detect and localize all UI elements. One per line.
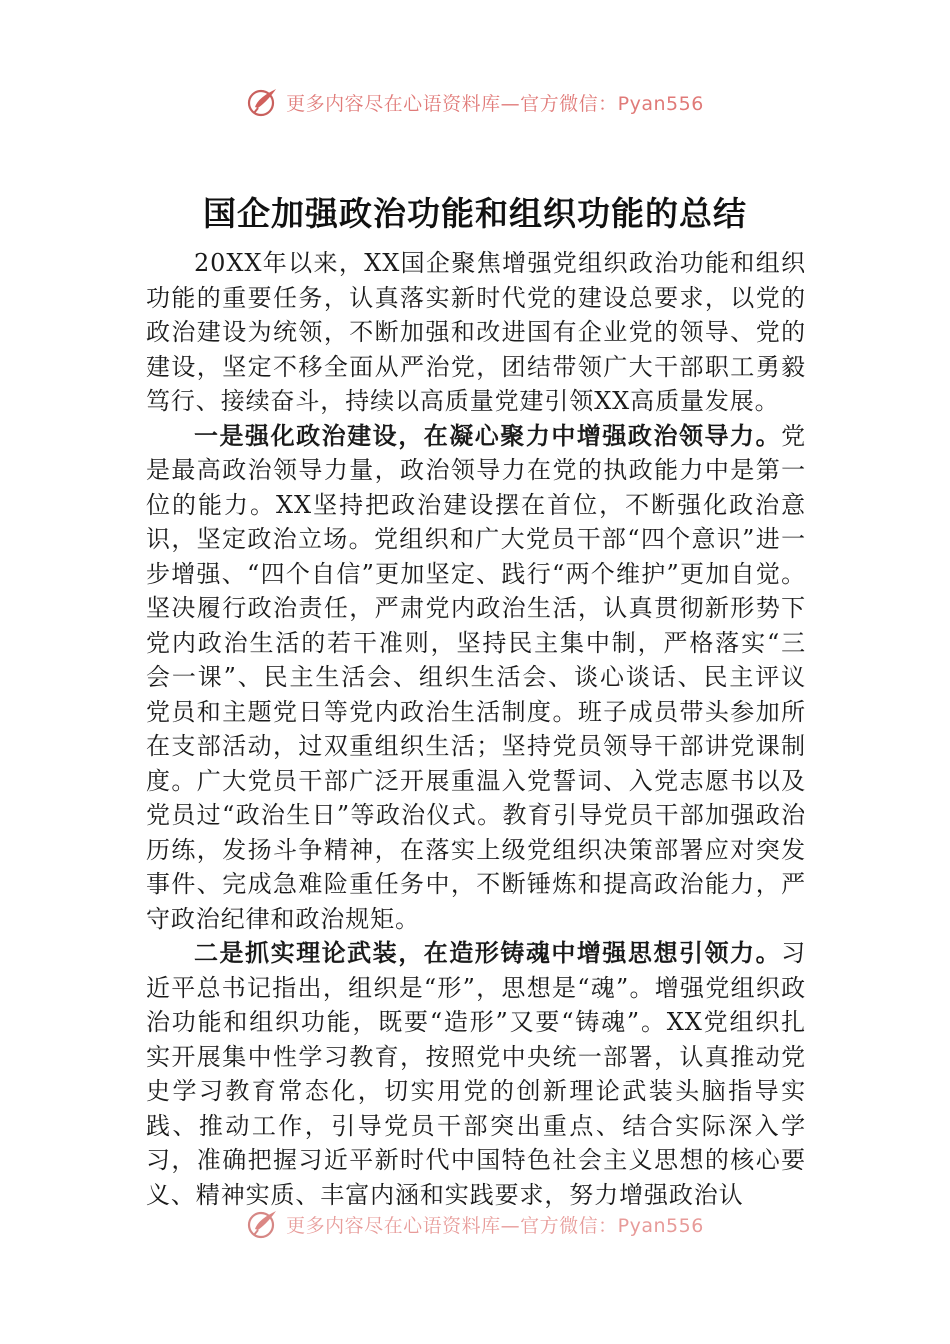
watermark-header <box>0 82 950 122</box>
quill-pen-logo-icon <box>246 85 280 119</box>
document-body <box>146 246 806 1214</box>
watermark-text: 更多内容尽在心语资料库—官方微信：Pyan556 <box>286 1214 704 1237</box>
paragraph-text: 习近平总书记指出，组织是“形”，思想是“魂”。增强党组织政治功能和组织功能，既要“造形”又要“铸魂”。XX党组织扎实开展集中性学习教育，按照党中央统一部署，认真推动党史学习教育常态化，切实用党的创新理论武装头脑指导实践、推动工作，引导党员干部突出重点、结合实际深入学习，准确把握习近平新时代中国特色社会主义思想的核心要义、精神实质、丰富内涵和实践要求，努力增强政治认 <box>146 939 806 1209</box>
paragraph-text: 20XX年以来，XX国企聚焦增强党组织政治功能和组织功能的重要任务，认真落实新时代党的建设总要求，以党的政治建设为统领，不断加强和改进国有企业党的领导、党的建设，坚定不移全面从严治党，团结带领广大干部职工勇毅笃行、接续奋斗，持续以高质量党建引领XX高质量发展。 <box>146 249 806 415</box>
paragraph-text: 党是最高政治领导力量，政治领导力在党的执政能力中是第一位的能力。XX坚持把政治建设摆在首位，不断强化政治意识，坚定政治立场。党组织和广大党员干部“四个意识”进一步增强、“四个自信”更加坚定、践行“两个维护”更加自觉。坚决履行政治责任，严肃党内政治生活，认真贯彻新形势下党内政治生活的若干准则，坚持民主集中制，严格落实“三会一课”、民主生活会、组织生活会、谈心谈话、民主评议党员和主题党日等党内政治生活制度。班子成员带头参加所在支部活动，过双重组织生活；坚持党员领导干部讲党课制度。广大党员干部广泛开展重温入党誓词、入党志愿书以及党员过“政治生日”等政治仪式。教育引导党员干部加强政治历练，发扬斗争精神，在落实上级党组织决策部署应对突发事件、完成急难险重任务中，不断锤炼和提高政治能力，严守政治纪律和政治规矩。 <box>146 421 806 933</box>
quill-pen-logo-icon <box>246 1207 280 1241</box>
paragraph-political-building <box>146 419 806 937</box>
page-title: 国企加强政治功能和组织功能的总结 <box>203 194 747 233</box>
paragraph-theory-armament <box>146 936 806 1212</box>
paragraph-lead-heading: 二是抓实理论武装，在造形铸魂中增强思想引领力。 <box>194 939 782 967</box>
paragraph-lead-heading: 一是强化政治建设，在凝心聚力中增强政治领导力。 <box>194 421 782 450</box>
watermark-text: 更多内容尽在心语资料库—官方微信：Pyan556 <box>286 92 704 115</box>
watermark-footer <box>0 1204 950 1244</box>
paragraph-intro <box>146 246 806 419</box>
